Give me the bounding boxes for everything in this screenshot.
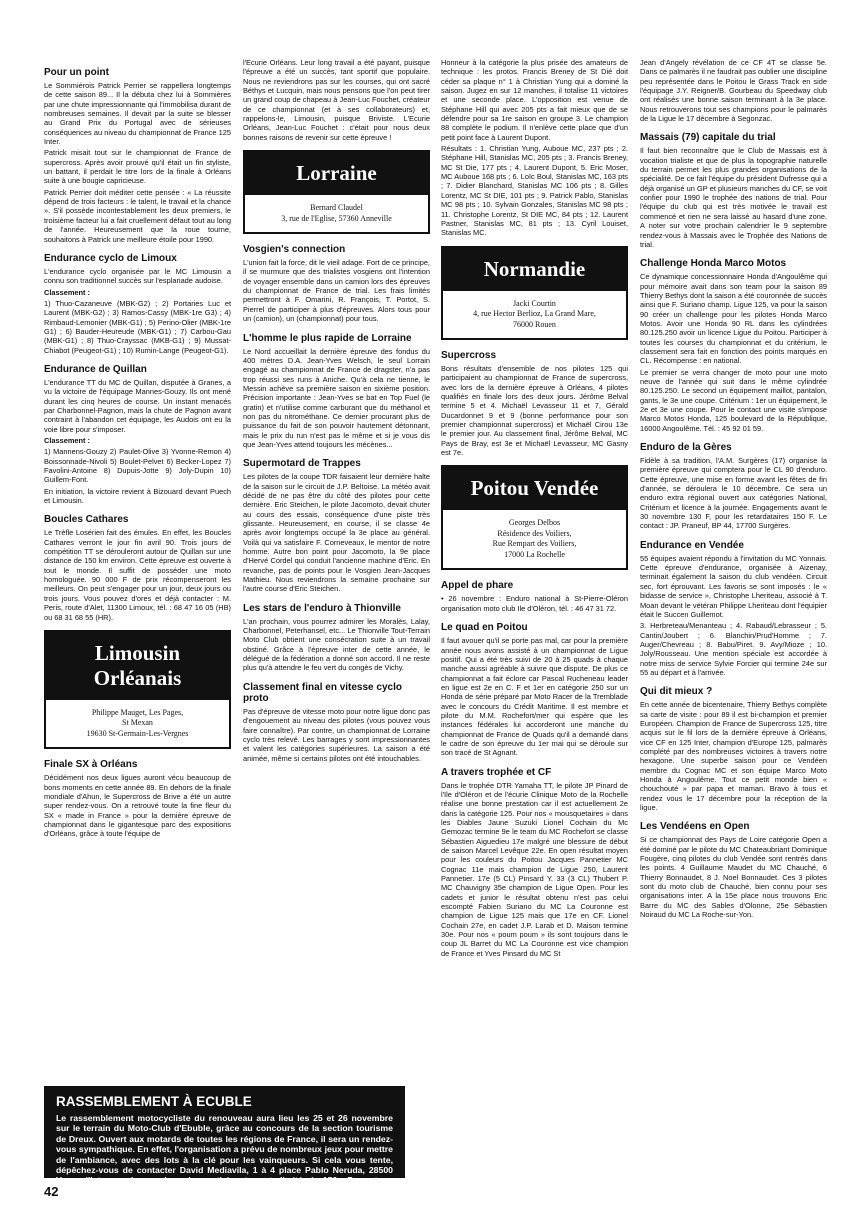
address-line: Résidence des Voiliers, (497, 528, 572, 538)
address-line: St Mexan (122, 718, 153, 728)
article-paragraph: En initiation, la victoire revient à Bizouard devant Puech et Limousin. (44, 486, 231, 506)
article-endurance-en-vendee (640, 540, 827, 677)
article-paragraph: Il faut bien reconnaître que le Club de Massais est à vocation trialiste et que de plus la topographie naturelle du terrain permet les plus grandes organisations de la spécialité. De ce fait l'équipe du président Dufresse qui a déjà organisé un GP et plusieurs manches du CF, se voit confier pour 1990 le trophée des nations de trial. Pour l'équipe du club qui est très motivée le travail est commencé et rien ne sera laissé au hasard d'une zone. A noter sur votre prochain calendrier le 9 septembre rendez-vous à Massais avec le Trophée des Nations de trial. (640, 146, 827, 249)
page-number: 42 (44, 1184, 59, 1199)
banner-title: RASSEMBLEMENT À ECUBLE (56, 1094, 252, 1109)
region-address (46, 700, 229, 748)
article-paragraph: Le Nord accueillait la dernière épreuve des fondus du 400 mètres D.A. Jean-Yves Welsch, le seul Lorrain engagé au championnat de France de dragster, n'a pas trop réussi ses runs à Aniche. Qu'à cela ne tienne, le Messin achève sa première saison en sixième position. Précision importante : Jean-Yves se bat en Top Fuel (le gratin) et n'utilise comme carburant que du méthanol et non pas du nitrométhane. Ce dernier procurant plus de puissance du fait de son pouvoir hautement détonnant, mais le prix du run n'est pas le même et si je vous dis que Jean-Yves attend toujours les mécènes... (243, 346, 430, 449)
article-paragraph: Il faut avouer qu'il se porte pas mal, car pour la première année nous avons assisté à un championnat de Ligue positif. Qui a été très suivi de 20 à 25 quads à chaque manche aussi agréable à suivre que dispute. De plus ce championnat a fait éclore car Pascal Rucheneau leader en ligue est 2e en C. F et 1er en catégorie 250 sur un Honda de série préparé par Moto Racer de la Tremblade avec le concours du Crédit Maritime. Il est membre et pilote du M.M. Rochefort/mer qui espère que les instances fédérales lui accorderont une manche du championnat de France de Quads qu'il a demandé dans le cadre de son épreuve du 1er mai qui se déroule sur son tracé de St Agnant. (441, 636, 628, 758)
article-paragraph: Patrick Perrier doit méditer cette pensée : « La réussite dépend de trois facteurs : le talent, le travail et la chance ». S'il possède incontestablement les deux premiers, le troisième facteur lui a fait cruellement défaut tout au long de l'année. Heureusement que la roue tourne, souhaitons à Patrick une meilleure étoile pour 1990. (44, 187, 231, 244)
article-paragraph: Bons résultats d'ensemble de nos pilotes 125 qui participaient au championnat de France de supercross, avec lors de la dernière épreuve à Orléans, 4 pilotes qualifiés en finale lors des deux jours. Jérôme Belval termine 5 et 4. Michaël Levasseur 11 et 7, Gérald Ducardonnet 9 et 9 (bonne performance pour son premier championnat supercross) et Michaël Cirou 13e le premier jour. Au classement final, Jérôme Belval, MC Pays de Bray, est 3e et Michaël Levasseur, MC Gasny est 7e. (441, 364, 628, 458)
region-address (443, 291, 626, 339)
article-headline: Les stars de l'enduro à Thionville (243, 602, 401, 614)
article-massais-79-capitale-du-trial (640, 132, 827, 249)
article-paragraph: Le Trèfle Losérien fait des émules. En effet, les Boucles Cathares verront le jour fin avril 90. Trois jours de compétition TT se dérouleront autour de Quillan sur une distance de 150 km environ. Cette épreuve est ouverte à tout le monde. Il suffit de posséder une moto homologuée. 90 000 F de prix récompenseront les meilleurs. On peut s'engager pour un jour, deux jours ou trois jours. Vous pouvez d'ores et déjà contacter : M. Peris, route d'Alet, 11300 Limoux, tél. : 68 47 16 05 (HB) ou 68 31 68 55 (HR). (44, 528, 231, 622)
address-line: 3, rue de l'Eglise, 57360 Anneville (281, 213, 392, 223)
article-supermotard-de-trappes (243, 458, 430, 593)
article-headline: Classement final en vitesse cyclo proto (243, 681, 402, 704)
region-box-lorraine (243, 150, 430, 234)
article-paragraph: L'union fait la force, dit le vieil adage. Fort de ce principe, il se murmure que des trialistes vosgiens ont l'intention de voyager ensemble dans un camion lors des épreuves du championnat de France de trial. Les frais limités permettront à F. Omarini, R. François, T. Portot, S. Pierrel de participer à plus d'épreuves. Alors tous pour un (camion), un (championnat) pour tous. (243, 258, 430, 324)
region-address (245, 195, 428, 232)
article-headline: L'homme le plus rapide de Lorraine (243, 332, 412, 344)
article-endurance-cyclo-de-limoux (44, 253, 231, 355)
article-continued (243, 58, 430, 142)
region-title: Limousin Orléanais (46, 632, 229, 700)
article-paragraph: Fidèle à sa tradition, l'A.M. Surgères (17) organise la première épreuve qui comptera pour le CL 90 d'enduro. Cette épreuve, une mise en forme avant les fêtes de fin d'année, se déroulera le 10 décembre. Ce sera un enduro extra régional ouvert aux catégories National, Critérium et licence à la journée. Engagements avant le 30 novembre 130 F, pour les retardataires 150 F. Le contact : JP. Praneuf, BP 44, 17700 Surgères. (640, 456, 827, 531)
article-headline: A travers trophée et CF (441, 766, 552, 778)
article-headline: Les Vendéens en Open (640, 821, 750, 833)
article-boucles-cathares (44, 514, 231, 621)
article-headline: Appel de phare (441, 580, 514, 592)
column-2 (243, 58, 430, 765)
article-headline: Finale SX à Orléans (44, 759, 138, 771)
article-enduro-de-la-geres (640, 442, 827, 531)
article-qui-dit-mieux (640, 686, 827, 812)
article-l-homme-le-plus-rapide-de-lorraine (243, 333, 430, 450)
article-paragraph: Patrick misait tout sur le championnat de France de supercross. Après avoir prouvé qu'il était un fin styliste, un battant, il perdait le titre lors de la finale à Orléans suite à une bougie capricieuse. (44, 148, 231, 186)
article-headline: Endurance de Quillan (44, 363, 147, 375)
article-vosgien-s-connection (243, 244, 430, 323)
address-line: 19630 St-Germain-Les-Vergnes (86, 728, 189, 738)
address-line: Jacki Courtin (513, 298, 556, 308)
article-headline: Vosgien's connection (243, 244, 346, 256)
article-paragraph: Jean d'Angely révélation de ce CF 4T se classe 5e. Dans ce palmarès il ne faudrait pas oublier une discipline peu représentée dans le Poitou le Grass Track en side l'équipage J.Y. Reigner/B. Gourbeau du Speedway club ont réalisés une bonne saison terminant à la 3e place. Nous retrouverons tout ses champions pour le palmarès de la Ligue le 17 décembre à Segonzac. (640, 58, 827, 124)
article-paragraph: Les pilotes de la coupe TDR faisaient leur dernière halte de la saison sur le circuit de J.P. Beltoise. La météo avait décidé de ne pas être du côté des pilotes pour cette dernière. Eric Steichen, le pilote Jacomoto, devait chuter au cours des essais, conséquence d'une piste très glissante. Heureusement, en course, il se classe 4e après avoir longtemps occupé la 3e place au général. Voilà qui va satisfaire F. Corneveaux, le mentor de notre homme. Autre bon point pour Jacomoto, la 9e place d'Hervé Cordel qui conduit l'ancienne machine d'Eric. En revanche, pas de points pour le Vosgien Jean-Jacques Mathieu. Nous reviendrons la semaine prochaine sur l'autre course d'Eric Steichen. (243, 472, 430, 594)
address-line: Bernard Claudel (310, 203, 363, 213)
article-paragraph: Pas d'épreuve de vitesse moto pour notre ligue donc pas d'engouement au niveau des pilotes (vous pouvez vous faire connaître). Par contre, un championnat de Lorraine cyclo très relevé. Les barrages y sont impressionnantes et valent les catégories supérieures. La saison a été animée, même si certains pilotes ont été intouchables. (243, 706, 430, 763)
address-line: 4, rue Hector Berlioz, La Grand Mare, (473, 309, 596, 319)
article-continued (640, 58, 827, 123)
region-box-poitou-vendee (441, 465, 628, 570)
region-box-normandie (441, 246, 628, 341)
region-title: Lorraine (245, 152, 428, 195)
article-continued (441, 58, 628, 238)
article-headline: Endurance en Vendée (640, 539, 744, 551)
article-paragraph: 1) Thuo-Cazaneuve (MBK-G2) ; 2) Portaries Luc et Laurent (MBK-G2) ; 3) Ramos-Cassy (MBK-1re G3) ; 4) Rimbaud-Lemonier (MBK-G1) ; 5) Perino-Olier (MBK-1re G1) ; 6) Bauder-Heureude (MBK-G1) ; 7) Carbou-Gau (MBK-G1) ; 8) Thuo-Crayssac (MKB-G1) ; 9) Mussat-Chiabot (Peugeot-G1) ; 10) Rumin-Lange (Peugeot-G1). (44, 298, 231, 355)
article-le-quad-en-poitou (441, 622, 628, 757)
article-paragraph: 3. Herbreteau/Menanteau ; 4. Rabaud/Lebrasseur ; 5. Cantin/Joubert ; 6. Blanchin/Prud'Homme ; 7. Auger/Chevreau ; 8. Babu/Piret. 9. Avy/Mioze ; 10. Joly/Rousseau. Une mention spéciale est accordée à notre miss de service Sylvie Forcier qui termine 24e sur 55 au départ et à l'arrivée. (640, 621, 827, 677)
article-appel-de-phare (441, 580, 628, 613)
article-les-vendeens-en-open (640, 821, 827, 919)
region-title: Normandie (443, 248, 626, 291)
region-address (443, 510, 626, 568)
region-title: Poitou Vendée (443, 467, 626, 510)
article-headline: Boucles Cathares (44, 514, 129, 526)
article-paragraph: • 26 novembre : Enduro national à St-Pierre-Oléron organisation moto club Ile d'Oléron, tél. : 46 47 31 72. (441, 594, 628, 613)
article-headline: Massais (79) capitale du trial (640, 132, 776, 144)
article-paragraph: L'an prochain, vous pourrez admirer les Moralès, Lalay, Charbonnel, Peterhansel, etc... Le Thionville Tout-Terrain Moto Club obtient une consécration suite à un travail obstiné. Grâce à l'épreuve inter de cette année, le délégué de la fédération a donné son accord. Il ne reste plus qu'à attendre le feu vert du congès de Vichy. (243, 616, 430, 673)
article-headline: Qui dit mieux ? (640, 686, 713, 698)
column-3 (441, 58, 628, 960)
address-line: Rue Rempart des Voiliers, (492, 539, 577, 549)
address-line: 76000 Rouen (513, 319, 556, 329)
article-les-stars-de-l-enduro-a-thionville (243, 603, 430, 673)
article-paragraph: Si ce championnat des Pays de Loire catégorie Open a été dominé par le pilote du MC Chateaubriant Dominique Fougère, cinq pilotes du club Vendée sont rentrés dans les points. 4 Guillaume Maudet du MC Chauché, 6 Thierry Bonnaudet, 8 J. Noel Bonnaudet. Ces 3 pilotes sont du moto club de Chauché, bien connu pour ses organisations inter. A la 15e place nous trouvons Eric Barre du MC des Sables d'Olonne, 25e Sébastien Noiraud du MC La Roche-sur-Yon. (640, 835, 827, 920)
article-paragraph: L'endurance cyclo organisée par le MC Limousin a connu son traditionnel succès sur l'esplanade audoise. (44, 266, 231, 286)
ecuble-banner (44, 1086, 405, 1196)
article-headline: Supermotard de Trappes (243, 458, 361, 470)
address-line: Philippe Mauget, Les Pages, (91, 707, 184, 717)
article-paragraph: En cette année de bicentenaire, Thierry Bethys complète sa carte de visite : pour 89 il est bi-champion et premier Européen. Champion de France de Supercross 125, titre acquis sur le fil lors de la dernière épreuve à Orléans, vice CF en 125 Inter, champion d'Europe 125, palmarès complété par des nombreuses victoires à travers notre hexagone. Une superbe saison pour ce Vendéen membre du Cognac MC et son équipe Marco Moto Honda à Angoulême. Tout ce petit monde bien « chouchouté » par papa et maman. Bravo à tous et rendez vous le 17 décembre pour la réception de la ligue. (640, 700, 827, 813)
article-supercross (441, 350, 628, 457)
article-paragraph: l'Ecurie Orléans. Leur long travail a été payant, puisque l'épreuve a été un succès, tant sportif que populaire. Nous ne reviendrons pas sur les courses, qui ont sacré Béthys et Lucquin, mais nous pensons que l'on peut tirer un grand coup de chapeau à Jean-Luc Fouchet, créateur de ce championnat (et à ses collaborateurs) et, rappelons-le, Limousin, puisque Briviste. L'Ecurie Orléans, Jean-Luc Fouchet : c'était pour nous deux bonnes raisons de revenir sur cette épreuve ! (243, 58, 430, 142)
region-box-limousin-orleanais (44, 630, 231, 750)
article-headline: Supercross (441, 350, 497, 362)
column-4 (640, 58, 827, 921)
article-paragraph: Classement : (44, 436, 91, 445)
article-paragraph: Résultats : 1. Christian Yung, Auboue MC, 237 pts ; 2. Stéphane Hill, Stanislas MC, 205 pts ; 3. Francis Breney, MC St Die, 177 pts ; 4. Laurent Dupont, 5. Eric Moser, MC Auboue 168 pts ; 6. Loïc Boul, Stanislas MC, 163 pts ; 7. Didier Blanchard, Stanislas MC 106 pts ; 8. Gilles Lorentz, MC St DIE, 101 pts ; 9. Patrick Pablo, Stanislas MC 98 pts ; 10. Sylvain Gonzales, Stanislas MC 98 pts ; 11. Christophe Lorentz, St DIE MC, 84 pts ; 12. Laurent Pastner, Stanislas MC, 81 pts ; 13. Cyril Louiset, Stanislas MC. (441, 144, 628, 238)
article-headline: Endurance cyclo de Limoux (44, 252, 177, 264)
column-1 (44, 58, 231, 841)
article-endurance-de-quillan (44, 364, 231, 505)
article-headline: Pour un point (44, 67, 109, 78)
article-finale-sx-a-orleans (44, 759, 231, 838)
article-pour-un-point (44, 67, 231, 244)
article-paragraph: 1) Mannens-Gouzy 2) Paulet-Olive 3) Yvonne-Remon 4) Boissonnade-Nivoli 5) Boulet-Pelvet 6) Becker-Lopez 7) Favolini-Antoine 8) Dupuis-Jotte 9) Joly-Dupin 10) Guillem-Font. (44, 447, 231, 485)
article-paragraph: Ce dynamique concessionnaire Honda d'Angoulême qui pour mémoire avait dans son team pour la saison 89 Thierry Bethys dont la saison a été couronnée de succès ainsi que F. Suriano champ. Ligue 125, va pour la saison 90 créer un challenge pour les pilotes Honda Marco Motos. Avoir une Honda 90 RL dans les cylindrées 80.125.250 avoir un licence Ligue du Poitou. Participer à toutes les courses du championnat et du critérium, le classement sera fait en fonction des points marqués en CL. Récompense : en national. (640, 272, 827, 366)
article-headline: Enduro de la Gères (640, 442, 732, 454)
address-line: 17000 La Rochelle (504, 549, 565, 559)
article-headline: Le quad en Poitou (441, 622, 528, 634)
article-paragraph: L'endurance TT du MC de Quillan, disputée à Granes, a vu la victoire de l'équipage Mannes-Gouzy. Ils ont mené durant les cinq heures de course. Un instant menacés par Charbonnel-Pagnon, mais la chute de Pagnon avant contraint à l'abandon cet équipage, les Audois ont eu la voie libre pour s'imposer. (44, 377, 231, 434)
article-classement-final-en-vitesse-cyclo-proto (243, 682, 430, 763)
article-paragraph: 55 équipes avaient répondu à l'invitation du MC Yonnais. Cette épreuve d'endurance, organisée à Aizenay, terminait également la saison du club vendéen. Circuit sec, fort éprouvant. Les favoris se sont imposés : le « bidasse de service », Christophe Lheriteau, associé à T. Moan devant le vétéran Philippe Lheriteau dont l'équipier était le Succen Guillemot. (640, 553, 827, 619)
article-challenge-honda-marco-motos (640, 258, 827, 433)
article-paragraph: Classement : (44, 287, 91, 297)
article-a-travers-trophee-et-cf (441, 767, 628, 959)
article-paragraph: Décidément nos deux ligues auront vécu beaucoup de bons moments en cette année 89. En dehors de la finale mondiale d'Ahun, le Supercross de Brive a été un autre super rendez-vous. On a retrouvé toute la fine fleur du SX « made in France » pour la dernière épreuve de championnat dans le gigantesque parc des expositions d'Orléans, grâce à toute l'équipe de (44, 773, 231, 839)
article-headline: Challenge Honda Marco Motos (640, 258, 787, 270)
address-line: Georges Delbos (508, 518, 561, 528)
article-paragraph: Le premier se verra changer de moto pour une moto neuve de l'année qui suit dans le même cylindrée 80.125.250. Le second un équipement maillot, pantalon, gants, le 3e une coupe. Critérium : 1er un équipement, le 2e et 3e une coupe. Pour le contact une visite s'impose Marco Motos Honda, 125 boulevard de la République, 16000 Angoulême. Tél. : 45 92 01 59. (640, 367, 827, 433)
article-paragraph: Le Sommiérois Patrick Perrier se rappellera longtemps de cette saison 89... Il la débuta chez lui à Sommières par une chute impressionnante qui l'immobilisa durant de nombreuses semaines. Il devait par la suite se blesser au Grand Prix du Portugal avec de sérieuses conséquences au niveau du championnat de France 125 Inter. (44, 81, 231, 147)
article-paragraph: Honneur à la catégorie la plus prisée des amateurs de technique : les protos. Francis Breney de St Dié doit céder sa plaque n° 1 à Christian Yung qui a dominé la saison. Jugez en sur 12 manches, il totalise 11 victoires et une seconde place. L'opposition est venue de Stéphane Hill qui avec 205 pts a fait mieux que de se défendre pour sa 1re saison en groupe 3. Le champion 88 complète le podium. Il n'enlève cette place que d'un petit point face à Laurent Dupont. (441, 58, 628, 142)
banner-text: Le rassemblement motocycliste du renouveau aura lieu les 25 et 26 novembre sur le terrain du Moto-Club d'Ebuble, grâce au concours de la section tourisme de Dreux. Ouvert aux motards de toutes les régions de France, il sera un rendez-vous sympathique. En effet, l'organisation a prévu de nombreux jeux pour mettre de l'ambiance, avec des lots à la clé pour les vainqueurs. Si cela vous tente, dépêchez-vous de contacter David Mediavila, 1 à 4 place Pablo Neruda, 28500 Vernouillet, car le nombre de participants est limité à 150. Pour tous renseignements, faites le 37 42 16 22 ou le 37 42 07 26 entre 19 et 21 heures. (56, 1113, 393, 1196)
article-paragraph: Dans le trophée DTR Yamaha TT, le pilote JP Pinard de l'Ile d'Oléron et de l'écurie Clinique Moto de la Rochelle réalise une bonne prestation car il est actuellement 2e dans la catégorie 125. Pour nos « mousquetaires » dans les Diables Jaune Suzuki Lionel Cochain du Mc Gemozac termine 9e le team du MC Rochefort se classe Sébastien Aiguedieu 17e malgré une blessure de début de saison Marcel Levêque 22e. En open résultat moyen pour les couleurs du Poitou Jacques Pannetier MC Cognac 11e mais champion de Ligue 250, Laurent Pannetier. 17e (5 CL) Pinsard Y. 33 (3 CL) Thubert P. MC Chauvigny 35e champion de Ligue Open. Pour les cadets et junior le résultat obtenu n'est pas celui escompté Fabien Suriano du MC La Couronne est champion de Ligue 125 mais que 17e en CF. Lionel Cochain 27e, en cadet J.P. Larab et D. Maison termine 30e. Pour nos « poum poum » ils sont toujours dans le coup JL Barret du MC La Couronne est vice champion de France et Yves Pinsard du MC St (441, 780, 628, 958)
